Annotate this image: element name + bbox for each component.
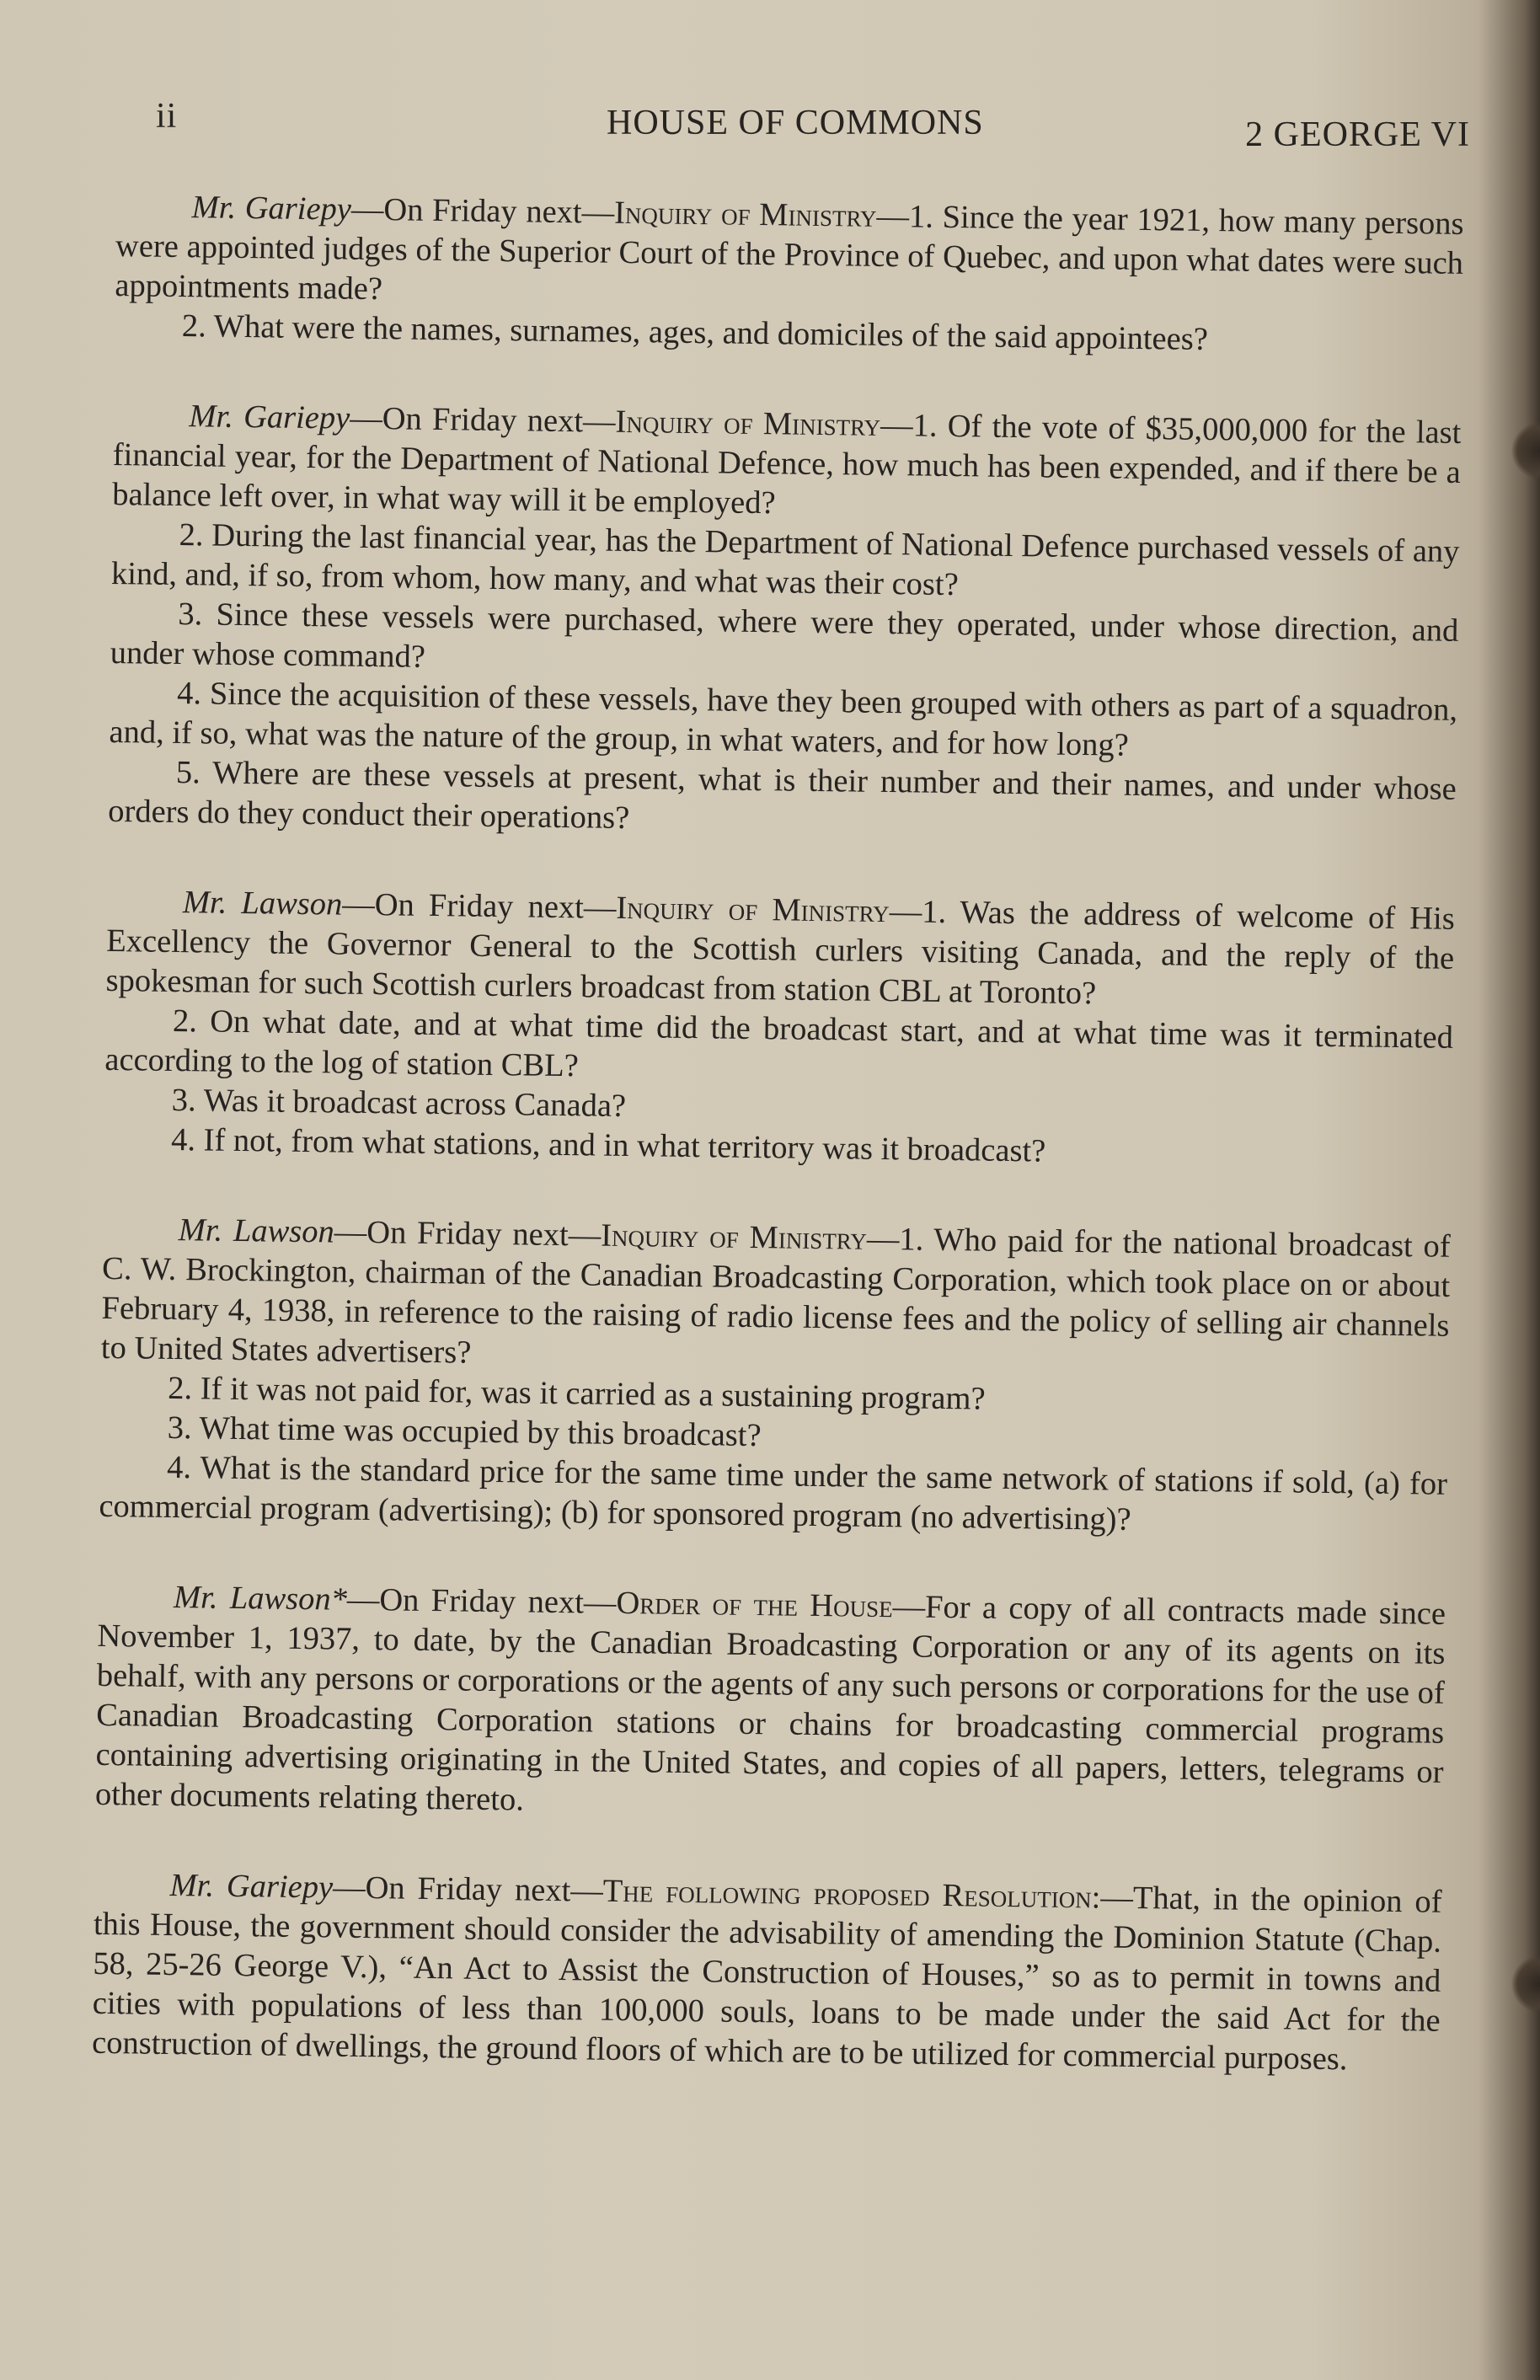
notice-kind: Inquiry of Ministry xyxy=(613,195,877,234)
first-question: 1. Of the vote of $35,000,000 for the last financial year, for the Department of National Defence, how much has been expended, and if there be a balance left over, in what way will it be employed? xyxy=(111,408,1462,521)
separator: — xyxy=(889,894,922,930)
notice-lead-paragraph xyxy=(105,882,1455,1019)
member-name: Mr. Lawson* xyxy=(173,1580,348,1618)
notice-kind: Order of the House xyxy=(616,1585,893,1625)
notice-lead-paragraph xyxy=(112,396,1462,532)
separator: — xyxy=(880,407,913,444)
notice-timing: —On Friday next— xyxy=(334,1214,602,1254)
binding-clip xyxy=(1511,1955,1540,2014)
question-paragraph: 3. Since these vessels were purchased, where were they operated, under whose direction, and under whose command? xyxy=(110,596,1459,675)
separator: — xyxy=(892,1589,926,1625)
question-paragraph: 5. Where are these vessels at present, what is their number and their names, and under whose orders do they conduct their operations? xyxy=(108,754,1457,837)
member-name: Mr. Gariepy xyxy=(189,398,350,436)
notice-entry xyxy=(115,187,1464,363)
running-title: HOUSE OF COMMONS xyxy=(607,104,984,142)
notice-lead-paragraph xyxy=(115,187,1464,324)
question-paragraph: 2. During the last financial year, has the Department of National Defence purchased vessels of any kind, and, if so, from whom, how many, and what was their cost? xyxy=(110,517,1460,603)
question-paragraph: 2. On what date, and at what time did the broadcast start, and at what time was it terminated according to the log of station CBL? xyxy=(104,1003,1454,1084)
running-head xyxy=(156,91,1470,158)
notice-timing: —On Friday next— xyxy=(332,1869,604,1909)
question-paragraph: 2. What were the names, surnames, ages, and domiciles of the said appointees? xyxy=(181,308,1209,357)
notice-kind: Inquiry of Ministry xyxy=(615,404,881,443)
separator: — xyxy=(1100,1880,1134,1916)
first-question: 1. Since the year 1921, how many persons were appointed judges of the Superior Court of the Province of Quebec, and upon what dates were such appointments made? xyxy=(115,199,1464,308)
first-question: That, in the opinion of this House, the government should consider the advisability of amending the Dominion Statute (Chap. 58, 25-26 George V.), “An Act to Assist the Construction of Houses,” so as to permit in towns and cities with populations of less than 100,000 souls, loans to be made under the said Act for the construction of dwellings, the ground floors of which are to be utilized for commercial purposes. xyxy=(91,1880,1442,2078)
question-paragraph: 3. What time was occupied by this broadcast? xyxy=(167,1409,762,1454)
regnal-year: 2 GEORGE VI xyxy=(1245,115,1470,154)
member-name: Mr. Lawson xyxy=(182,885,343,923)
separator: — xyxy=(866,1221,900,1258)
notice-body xyxy=(91,187,1464,2131)
notice-entry xyxy=(95,1577,1446,1832)
page-folio: ii xyxy=(156,97,178,136)
member-name: Mr. Gariepy xyxy=(191,190,352,227)
notice-kind: The following proposed Resolution: xyxy=(602,1873,1101,1916)
member-name: Mr. Gariepy xyxy=(169,1868,334,1906)
notice-entry xyxy=(108,396,1462,849)
notice-lead-paragraph xyxy=(95,1577,1446,1832)
notice-entry xyxy=(92,1865,1442,2081)
question-paragraph: 4. Since the acquisition of these vessels, have they been grouped with others as part of a squadron, and, if so, what was the nature of the group, in what waters, and for how long? xyxy=(109,675,1458,763)
notice-lead-paragraph xyxy=(92,1865,1442,2081)
first-question: For a copy of all contracts made since November 1, 1937, to date, by the Canadian Broadcasting Corporation or any of its agents on its behalf, with any persons or corporations or the agents of any such persons or corporations for the use of Canadian Broadcasting Corporation stations or chains for broadcasting commercial programs containing advertising originating in the United States, and copies of all papers, letters, telegrams or other documents relating thereto. xyxy=(94,1589,1446,1818)
binding-clip xyxy=(1511,421,1540,480)
question-paragraph: 2. If it was not paid for, was it carried as a sustaining program? xyxy=(168,1370,986,1417)
member-name: Mr. Lawson xyxy=(178,1212,335,1250)
question-paragraph: 4. If not, from what stations, and in what territory was it broadcast? xyxy=(170,1121,1046,1169)
question-paragraph: 3. Was it broadcast across Canada? xyxy=(171,1082,627,1125)
separator: — xyxy=(876,198,910,235)
notice-kind: Inquiry of Ministry xyxy=(600,1217,868,1257)
notice-entry xyxy=(99,1210,1451,1544)
first-question: 1. Was the address of welcome of His Excellency the Governor General to the Scottish curlers visiting Canada, and the reply of the spokesman for such Scottish curlers broadcast from station CBL at Toronto? xyxy=(105,894,1456,1012)
notice-timing: —On Friday next— xyxy=(349,400,616,440)
notice-timing: —On Friday next— xyxy=(346,1581,617,1621)
notice-timing: —On Friday next— xyxy=(341,886,617,926)
first-question: 1. Who paid for the national broadcast of C. W. Brockington, chairman of the Canadian Broadcasting Corporation, which took place on or about February 4, 1938, in reference to the raising of radio license fees and the policy of selling air channels to United States advertisers? xyxy=(100,1222,1451,1371)
notice-kind: Inquiry of Ministry xyxy=(616,890,890,930)
notice-lead-paragraph xyxy=(101,1210,1451,1386)
notice-timing: —On Friday next— xyxy=(350,191,615,231)
notice-entry xyxy=(104,882,1455,1177)
question-paragraph: 4. What is the standard price for the same time under the same network of stations if sold, (a) for commercial program (advertising); (b) for sponsored program (no advertising)? xyxy=(99,1449,1448,1538)
